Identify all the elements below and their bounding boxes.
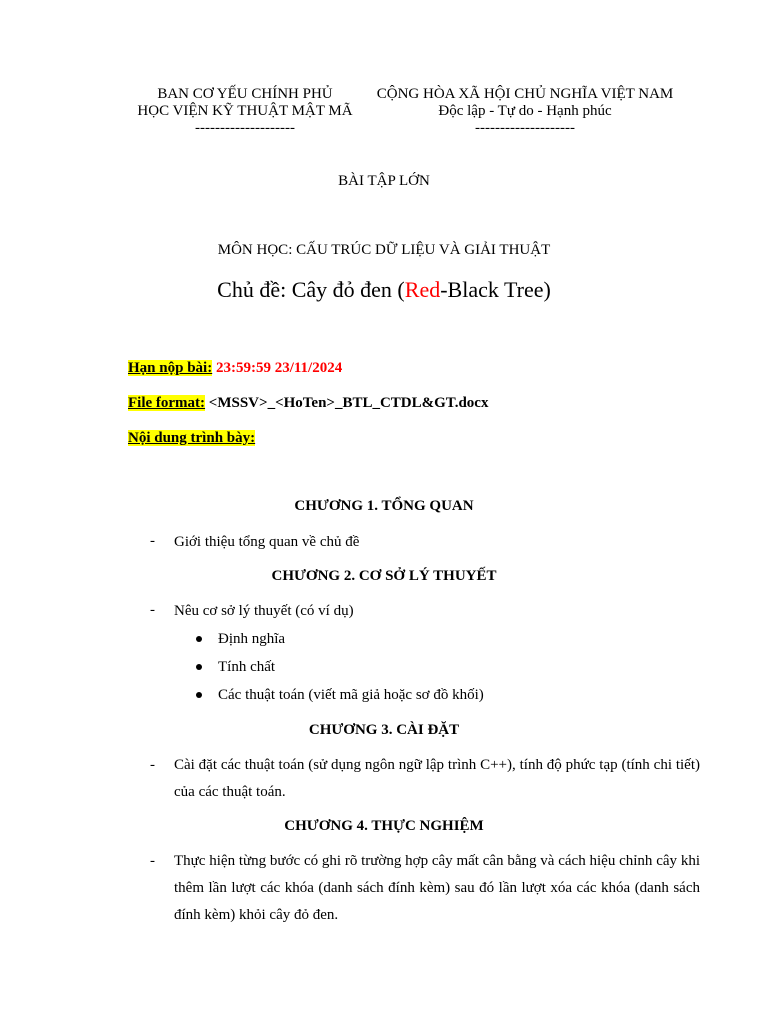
document-type: BÀI TẬP LỚN (338, 173, 430, 189)
topic-suffix: -Black Tree) (440, 277, 551, 302)
bullet-algorithms (196, 686, 484, 705)
header-right (360, 86, 690, 137)
content-label: Nội dung trình bày: (128, 430, 256, 446)
chapter-2-title: CHƯƠNG 2. CƠ SỞ LÝ THUYẾT (271, 568, 497, 584)
content-field (128, 429, 255, 448)
dash-marker: - (150, 853, 155, 869)
deadline-label: Hạn nộp bài: (128, 360, 213, 376)
deadline-value: 23:59:59 23/11/2024 (215, 360, 343, 376)
chapter-2-item (150, 601, 700, 621)
bullet-text: Các thuật toán (viết mã giả hoặc sơ đồ khối) (218, 687, 484, 703)
bullet-dot (196, 664, 202, 670)
chapter-2-item-text: Nêu cơ sở lý thuyết (có ví dụ) (174, 603, 354, 619)
chapter-1-item-text: Giới thiệu tổng quan về chủ đề (174, 534, 360, 550)
topic-prefix: Chủ đề: Cây đỏ đen ( (217, 277, 405, 302)
bullet-dot (196, 636, 202, 642)
header-left-divider: -------------------- (195, 120, 295, 136)
header-left (120, 86, 370, 137)
bullet-definition (196, 630, 285, 649)
bullet-dot (196, 692, 202, 698)
national-motto: Độc lập - Tự do - Hạnh phúc (438, 103, 612, 119)
chapter-3-title: CHƯƠNG 3. CÀI ĐẶT (308, 722, 460, 738)
chapter-4-item (150, 848, 700, 929)
file-format-label: File format: (128, 395, 206, 411)
bullet-text: Tính chất (218, 659, 276, 675)
dash-marker: - (150, 533, 155, 549)
agency-name: BAN CƠ YẾU CHÍNH PHỦ (157, 86, 333, 102)
dash-marker: - (150, 602, 155, 618)
bullet-properties (196, 658, 275, 677)
chapter-1-item (150, 532, 700, 552)
topic-red-word: Red (404, 277, 441, 302)
chapter-3-item-text: Cài đặt các thuật toán (sử dụng ngôn ngữ lập trình C++), tính độ phức tạp (tính chi tiết) của các thuật toán. (174, 757, 700, 800)
chapter-4-title: CHƯƠNG 4. THỰC NGHIỆM (284, 818, 484, 834)
topic-title (0, 276, 768, 304)
header-right-divider: -------------------- (475, 120, 575, 136)
dash-marker: - (150, 757, 155, 773)
deadline-field (128, 359, 342, 378)
chapter-4-item-text: Thực hiện từng bước có ghi rõ trường hợp cây mất cân bằng và cách hiệu chỉnh cây khi thêm lần lượt các khóa (danh sách đính kèm) sau đó lần lượt xóa các khóa (danh sách đính kèm) khỏi cây đỏ đen. (174, 853, 700, 923)
institute-name: HỌC VIỆN KỸ THUẬT MẬT MÃ (137, 103, 353, 119)
bullet-text: Định nghĩa (218, 631, 286, 647)
file-format-field (128, 394, 488, 413)
file-format-value: <MSSV>_<HoTen>_BTL_CTDL&GT.docx (208, 395, 489, 411)
country-name: CỘNG HÒA XÃ HỘI CHỦ NGHĨA VIỆT NAM (376, 86, 674, 102)
chapter-3-item (150, 752, 700, 806)
chapter-1-title: CHƯƠNG 1. TỔNG QUAN (294, 498, 474, 514)
subject-title: MÔN HỌC: CẤU TRÚC DỮ LIỆU VÀ GIẢI THUẬT (217, 242, 551, 258)
